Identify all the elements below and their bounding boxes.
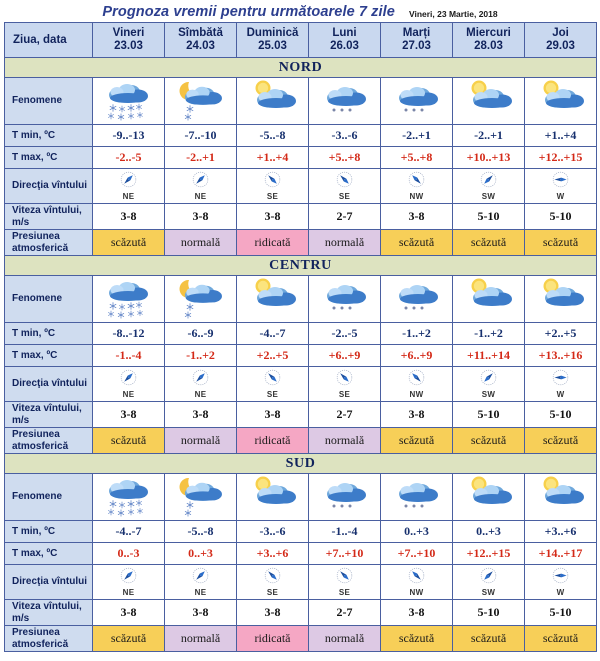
compass-icon [336, 567, 353, 589]
row-label-wind-speed: Viteza vîntului, m/s [5, 402, 93, 428]
page-title: Prognoza vremii pentru următoarele 7 zile [102, 4, 395, 20]
phenomena-cell [453, 78, 525, 125]
compass-icon [264, 369, 281, 391]
phenomena-cell [237, 78, 309, 125]
row-label-phenomena: Fenomene [5, 474, 93, 521]
row-label-phenomena: Fenomene [5, 276, 93, 323]
tmax-value: +6..+9 [381, 345, 453, 367]
compass-icon [480, 369, 497, 391]
table-header-row [5, 23, 597, 58]
cloudy-light-rain-icon [381, 475, 452, 519]
tmax-value: +6..+9 [309, 345, 381, 367]
pressure-value: normală [309, 428, 381, 454]
sun-cloud-icon [237, 277, 308, 321]
pressure-value: scăzută [93, 626, 165, 652]
wind-speed-value: 5-10 [453, 402, 525, 428]
sun-cloud-icon [453, 277, 524, 321]
tmin-value: +1..+4 [525, 125, 597, 147]
compass-icon [480, 171, 497, 193]
tmax-value: -1..+2 [165, 345, 237, 367]
day-date: 27.03 [402, 40, 431, 52]
row-tmax [5, 543, 597, 565]
tmax-value: +7..+10 [309, 543, 381, 565]
wind-speed-value: 3-8 [165, 204, 237, 230]
day-date: 24.03 [186, 40, 215, 52]
tmax-value: -2..-5 [93, 147, 165, 169]
wind-speed-value: 3-8 [381, 204, 453, 230]
day-header-4 [381, 23, 453, 58]
tmax-value: +5..+8 [309, 147, 381, 169]
wind-direction-cell [165, 565, 237, 600]
night-moon-cloud-snow-icon [165, 79, 236, 123]
phenomena-cell [453, 276, 525, 323]
wind-direction-label: NE [194, 390, 207, 399]
wind-direction-label: NE [194, 192, 207, 201]
day-header-5 [453, 23, 525, 58]
phenomena-cell [237, 474, 309, 521]
sun-cloud-icon [237, 79, 308, 123]
phenomena-cell [93, 276, 165, 323]
wind-direction-cell [381, 565, 453, 600]
wind-speed-value: 3-8 [93, 600, 165, 626]
row-label-phenomena: Fenomene [5, 78, 93, 125]
wind-speed-value: 2-7 [309, 600, 381, 626]
tmin-value: 0..+3 [453, 521, 525, 543]
pressure-value: scăzută [93, 428, 165, 454]
tmin-value: -4..-7 [93, 521, 165, 543]
row-pressure [5, 428, 597, 454]
day-name: Sîmbătă [178, 27, 223, 39]
wind-speed-value: 3-8 [381, 402, 453, 428]
row-wind-speed [5, 600, 597, 626]
pressure-value: normală [309, 626, 381, 652]
cloudy-heavy-snow-icon [93, 277, 164, 321]
sun-cloud-icon [525, 475, 596, 519]
day-date: 25.03 [258, 40, 287, 52]
wind-direction-label: SE [338, 192, 351, 201]
wind-direction-label: W [556, 192, 565, 201]
pressure-value: normală [165, 626, 237, 652]
night-moon-cloud-snow-icon [165, 475, 236, 519]
tmax-value: -1..-4 [93, 345, 165, 367]
row-label-tmin: T min, ºC [5, 521, 93, 543]
tmin-value: -7..-10 [165, 125, 237, 147]
wind-speed-value: 3-8 [93, 402, 165, 428]
corner-label: Ziua, data [5, 23, 93, 58]
tmin-value: -3..-6 [309, 125, 381, 147]
phenomena-cell [381, 276, 453, 323]
day-name: Marți [402, 27, 431, 39]
phenomena-cell [309, 474, 381, 521]
tmax-value: +10..+13 [453, 147, 525, 169]
compass-icon [120, 567, 137, 589]
wind-direction-cell [237, 169, 309, 204]
pressure-value: scăzută [93, 230, 165, 256]
pressure-value: normală [165, 428, 237, 454]
wind-direction-label: SW [481, 588, 496, 597]
wind-speed-value: 2-7 [309, 204, 381, 230]
wind-direction-cell [453, 565, 525, 600]
tmin-value: -5..-8 [237, 125, 309, 147]
wind-speed-value: 3-8 [165, 402, 237, 428]
row-label-wind-direction: Direcţia vîntului [5, 565, 93, 600]
compass-icon [480, 567, 497, 589]
wind-direction-cell [309, 565, 381, 600]
compass-icon [192, 567, 209, 589]
tmax-value: +12..+15 [525, 147, 597, 169]
row-pressure [5, 626, 597, 652]
pressure-value: scăzută [453, 626, 525, 652]
wind-direction-cell [525, 367, 597, 402]
day-name: Luni [332, 27, 357, 39]
phenomena-cell [93, 474, 165, 521]
page-header [0, 0, 600, 22]
pressure-value: scăzută [525, 428, 597, 454]
phenomena-cell [525, 78, 597, 125]
wind-direction-label: SE [266, 390, 279, 399]
wind-direction-cell [93, 565, 165, 600]
wind-speed-value: 5-10 [525, 600, 597, 626]
phenomena-cell [165, 78, 237, 125]
row-phenomena [5, 78, 597, 125]
day-header-6 [525, 23, 597, 58]
cloudy-light-rain-icon [309, 277, 380, 321]
wind-direction-label: SE [338, 390, 351, 399]
row-label-pressure: Presiunea atmosferică [5, 428, 93, 454]
row-tmax [5, 147, 597, 169]
cloudy-heavy-snow-icon [93, 79, 164, 123]
row-label-wind-speed: Viteza vîntului, m/s [5, 600, 93, 626]
tmax-value: +7..+10 [381, 543, 453, 565]
day-date: 29.03 [546, 40, 575, 52]
wind-direction-cell [453, 169, 525, 204]
wind-direction-label: NE [122, 192, 135, 201]
wind-direction-label: W [556, 390, 565, 399]
row-wind-direction [5, 565, 597, 600]
wind-direction-cell [93, 169, 165, 204]
row-label-tmin: T min, ºC [5, 323, 93, 345]
row-label-pressure: Presiunea atmosferică [5, 230, 93, 256]
tmax-value: +11..+14 [453, 345, 525, 367]
wind-direction-cell [525, 169, 597, 204]
day-name: Joi [552, 27, 569, 39]
tmin-value: -1..-4 [309, 521, 381, 543]
tmin-value: +2..+5 [525, 323, 597, 345]
compass-icon [552, 567, 569, 589]
wind-direction-label: SE [266, 588, 279, 597]
row-label-wind-speed: Viteza vîntului, m/s [5, 204, 93, 230]
wind-direction-label: SE [266, 192, 279, 201]
wind-speed-value: 5-10 [525, 402, 597, 428]
day-header-1 [165, 23, 237, 58]
day-header-2 [237, 23, 309, 58]
forecast-table [4, 22, 597, 652]
tmax-value: +1..+4 [237, 147, 309, 169]
compass-icon [264, 567, 281, 589]
row-wind-speed [5, 402, 597, 428]
phenomena-cell [525, 276, 597, 323]
tmax-value: 0..+3 [165, 543, 237, 565]
wind-speed-value: 5-10 [525, 204, 597, 230]
wind-direction-label: SW [481, 390, 496, 399]
cloudy-heavy-snow-icon [93, 475, 164, 519]
tmax-value: +12..+15 [453, 543, 525, 565]
wind-direction-cell [165, 169, 237, 204]
row-pressure [5, 230, 597, 256]
wind-speed-value: 5-10 [453, 600, 525, 626]
tmin-value: -3..-6 [237, 521, 309, 543]
wind-speed-value: 5-10 [453, 204, 525, 230]
pressure-value: ridicată [237, 626, 309, 652]
wind-direction-label: NE [122, 588, 135, 597]
sun-cloud-icon [525, 277, 596, 321]
compass-icon [120, 369, 137, 391]
tmax-value: +13..+16 [525, 345, 597, 367]
region-band-row [5, 58, 597, 78]
pressure-value: scăzută [525, 626, 597, 652]
compass-icon [408, 369, 425, 391]
wind-direction-label: NE [122, 390, 135, 399]
row-wind-speed [5, 204, 597, 230]
row-label-pressure: Presiunea atmosferică [5, 626, 93, 652]
wind-direction-label: SW [481, 192, 496, 201]
phenomena-cell [453, 474, 525, 521]
day-header-0 [93, 23, 165, 58]
wind-direction-cell [381, 367, 453, 402]
tmin-value: -1..+2 [381, 323, 453, 345]
tmin-value: -1..+2 [453, 323, 525, 345]
phenomena-cell [309, 78, 381, 125]
row-tmax [5, 345, 597, 367]
tmin-value: +3..+6 [525, 521, 597, 543]
wind-speed-value: 3-8 [165, 600, 237, 626]
cloudy-light-rain-icon [309, 475, 380, 519]
tmin-value: -2..+1 [453, 125, 525, 147]
wind-direction-cell [237, 565, 309, 600]
wind-direction-cell [525, 565, 597, 600]
tmin-value: -8..-12 [93, 323, 165, 345]
pressure-value: scăzută [381, 626, 453, 652]
day-date: 23.03 [114, 40, 143, 52]
compass-icon [408, 567, 425, 589]
row-label-wind-direction: Direcţia vîntului [5, 169, 93, 204]
region-title-sud: SUD [5, 454, 597, 474]
phenomena-cell [237, 276, 309, 323]
compass-icon [336, 171, 353, 193]
row-label-tmin: T min, ºC [5, 125, 93, 147]
wind-speed-value: 2-7 [309, 402, 381, 428]
pressure-value: scăzută [381, 230, 453, 256]
tmax-value: -2..+1 [165, 147, 237, 169]
tmin-value: -2..-5 [309, 323, 381, 345]
compass-icon [120, 171, 137, 193]
compass-icon [192, 369, 209, 391]
pressure-value: normală [309, 230, 381, 256]
wind-direction-label: NW [409, 390, 424, 399]
tmin-value: -9..-13 [93, 125, 165, 147]
phenomena-cell [165, 276, 237, 323]
compass-icon [408, 171, 425, 193]
wind-direction-cell [453, 367, 525, 402]
wind-direction-cell [309, 367, 381, 402]
wind-speed-value: 3-8 [93, 204, 165, 230]
day-date: 26.03 [330, 40, 359, 52]
row-label-wind-direction: Direcţia vîntului [5, 367, 93, 402]
phenomena-cell [93, 78, 165, 125]
tmax-value: 0..-3 [93, 543, 165, 565]
region-title-nord: NORD [5, 58, 597, 78]
compass-icon [336, 369, 353, 391]
tmax-value: +3..+6 [237, 543, 309, 565]
region-band-row [5, 454, 597, 474]
tmin-value: -5..-8 [165, 521, 237, 543]
cloudy-light-rain-icon [381, 277, 452, 321]
sun-cloud-icon [525, 79, 596, 123]
tmin-value: -4..-7 [237, 323, 309, 345]
sun-cloud-icon [453, 79, 524, 123]
forecast-date: Vineri, 23 Martie, 2018 [408, 8, 498, 19]
row-tmin [5, 521, 597, 543]
tmin-value: -2..+1 [381, 125, 453, 147]
row-label-tmax: T max, ºC [5, 147, 93, 169]
wind-direction-cell [165, 367, 237, 402]
pressure-value: normală [165, 230, 237, 256]
day-name: Duminică [246, 27, 299, 39]
pressure-value: scăzută [381, 428, 453, 454]
compass-icon [552, 369, 569, 391]
wind-speed-value: 3-8 [237, 204, 309, 230]
sun-cloud-icon [237, 475, 308, 519]
compass-icon [552, 171, 569, 193]
wind-direction-cell [93, 367, 165, 402]
pressure-value: scăzută [453, 428, 525, 454]
row-wind-direction [5, 169, 597, 204]
row-phenomena [5, 474, 597, 521]
row-tmin [5, 125, 597, 147]
tmax-value: +5..+8 [381, 147, 453, 169]
phenomena-cell [165, 474, 237, 521]
sun-cloud-icon [453, 475, 524, 519]
wind-speed-value: 3-8 [381, 600, 453, 626]
phenomena-cell [381, 474, 453, 521]
day-date: 28.03 [474, 40, 503, 52]
wind-direction-cell [381, 169, 453, 204]
day-name: Miercuri [466, 27, 511, 39]
tmax-value: +14..+17 [525, 543, 597, 565]
night-moon-cloud-snow-icon [165, 277, 236, 321]
compass-icon [264, 171, 281, 193]
wind-speed-value: 3-8 [237, 600, 309, 626]
pressure-value: ridicată [237, 230, 309, 256]
compass-icon [192, 171, 209, 193]
tmin-value: 0..+3 [381, 521, 453, 543]
tmin-value: -6..-9 [165, 323, 237, 345]
day-name: Vineri [112, 27, 145, 39]
region-band-row [5, 256, 597, 276]
cloudy-light-rain-icon [309, 79, 380, 123]
row-tmin [5, 323, 597, 345]
row-label-tmax: T max, ºC [5, 345, 93, 367]
wind-direction-label: NW [409, 192, 424, 201]
wind-direction-label: NW [409, 588, 424, 597]
wind-direction-cell [237, 367, 309, 402]
pressure-value: scăzută [525, 230, 597, 256]
wind-direction-cell [309, 169, 381, 204]
row-phenomena [5, 276, 597, 323]
day-header-3 [309, 23, 381, 58]
cloudy-light-rain-icon [381, 79, 452, 123]
tmax-value: +2..+5 [237, 345, 309, 367]
row-label-tmax: T max, ºC [5, 543, 93, 565]
phenomena-cell [525, 474, 597, 521]
wind-direction-label: NE [194, 588, 207, 597]
phenomena-cell [381, 78, 453, 125]
region-title-centru: CENTRU [5, 256, 597, 276]
wind-speed-value: 3-8 [237, 402, 309, 428]
pressure-value: ridicată [237, 428, 309, 454]
wind-direction-label: SE [338, 588, 351, 597]
wind-direction-label: W [556, 588, 565, 597]
phenomena-cell [309, 276, 381, 323]
pressure-value: scăzută [453, 230, 525, 256]
row-wind-direction [5, 367, 597, 402]
